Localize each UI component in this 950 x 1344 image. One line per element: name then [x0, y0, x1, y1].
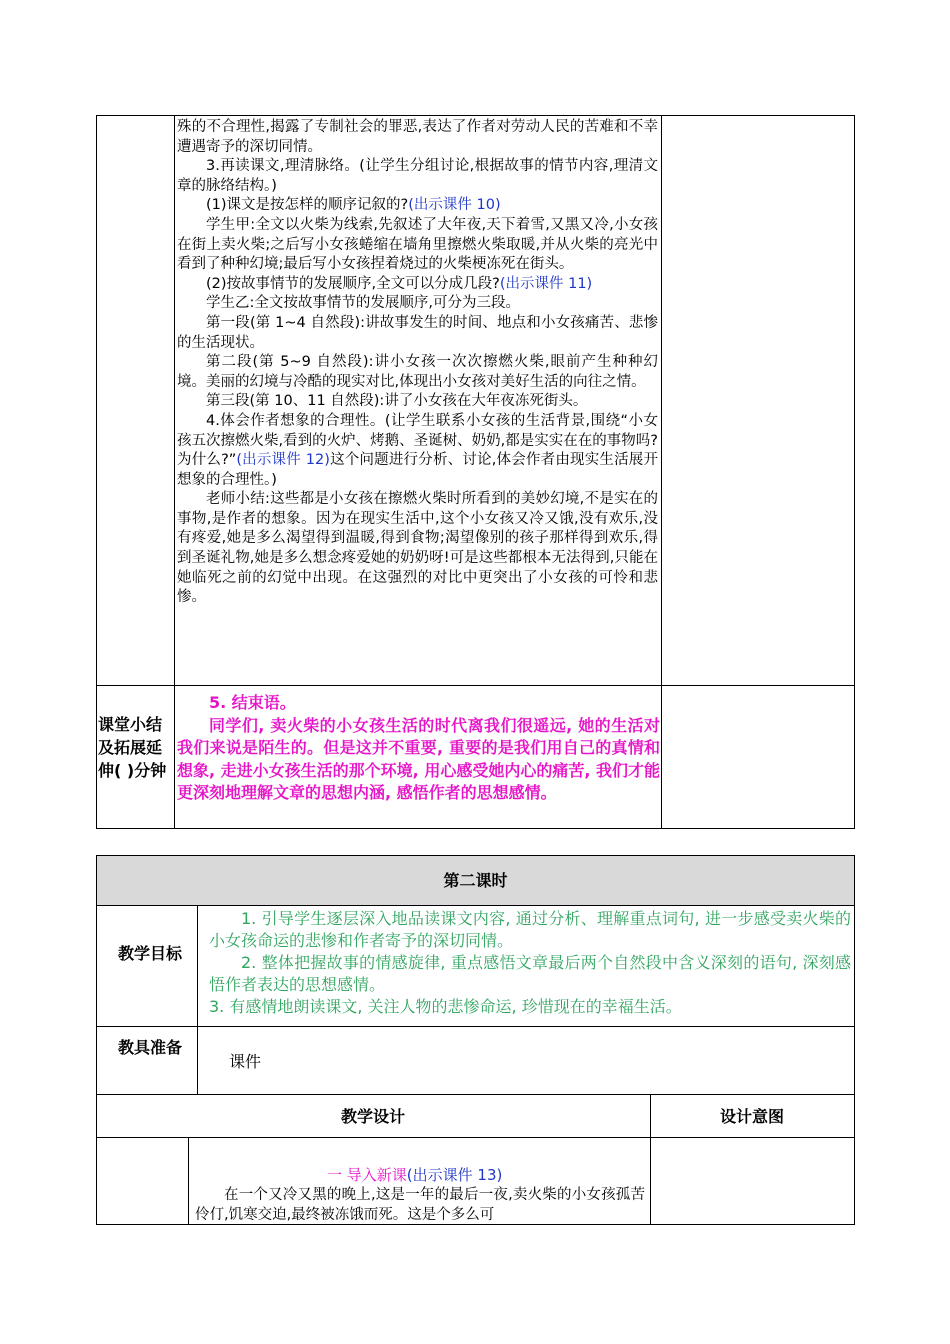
intro-ref: (出示课件 13): [406, 1166, 503, 1184]
paragraph-text: 第二段(第 5~9 自然段):讲小女孩一次次擦燃火柴,眼前产生种种幻境。美丽的幻境与冷酷的现实对比,体现出小女孩对美好生活的向往之情。: [177, 354, 658, 390]
courseware-ref: (出示课件 10): [408, 197, 501, 214]
content-paragraph: [177, 275, 658, 295]
paragraph-text: 殊的不合理性,揭露了专制社会的罪恶,表达了作者对劳动人民的苦难和不幸遭遇寄予的深切同情。: [177, 119, 658, 155]
t2-line-4: [96, 1137, 855, 1138]
summary-label: 课堂小结及拓展延伸( )分钟: [98, 715, 167, 780]
paragraph-text: (1)课文是按怎样的顺序记叙的?: [206, 197, 409, 214]
summary-cell: [177, 692, 660, 805]
table1-col2-border: [661, 115, 662, 829]
t2-label-col: [197, 905, 198, 1094]
table1-col1-border: [174, 115, 175, 829]
table1-bottom-border: [96, 828, 855, 829]
content-paragraph: [177, 196, 658, 216]
t2-intro-col: [188, 1137, 189, 1225]
table1-mid-border: [96, 685, 855, 686]
t2-left-border: [96, 855, 97, 1225]
courseware-ref: (出示课件 11): [499, 275, 593, 292]
content-paragraph: [177, 314, 658, 353]
paragraph-text: 4.体会作者想象的合理性。(让学生联系小女孩的生活背景,围绕“小女孩五次擦燃火柴,看到的火炉、烤鹅、圣诞树、奶奶,都是实实在在的事物吗?为什么?”: [177, 412, 658, 469]
summary-text: 同学们, 卖火柴的小女孩生活的时代离我们很遥远, 她的生活对我们来说是陌生的。但是这并不重要, 重要的是我们用自己的真情和想象, 走进小女孩生活的那个环境, 用心感受她内心的痛苦, 我们才能更深刻地理解文章的思想内涵, 感悟作者的思想感情。: [177, 715, 660, 803]
content-paragraph: [177, 157, 658, 196]
tools-label: 教具准备: [117, 1038, 182, 1057]
paragraph-text: 这个问题进行分析、讨论,体会作者由现实生活展开想象的合理性。): [177, 452, 658, 488]
intro-cell: [195, 1165, 645, 1225]
t2-line-1: [96, 905, 855, 906]
t2-right-border: [854, 855, 855, 1225]
t2-line-2: [96, 1026, 855, 1027]
table1-top-border: [96, 115, 855, 116]
intro-text: 在一个又冷又黑的晚上,这是一年的最后一夜,卖火柴的小女孩孤苦伶仃,饥寒交迫,最终被冻饿而死。这是个多么可: [195, 1187, 645, 1223]
tools-value: 课件: [229, 1052, 262, 1071]
paragraph-text: 学生乙:全文按故事情节的发展顺序,可分为三段。: [206, 295, 520, 312]
goals-cell: [209, 908, 851, 1018]
goal-3: 3. 有感情地朗读课文, 关注人物的悲惨命运, 珍惜现在的幸福生活。: [209, 997, 682, 1016]
goals-label: 教学目标: [117, 944, 182, 963]
intro-title-line: [195, 1165, 645, 1185]
paragraph-text: 第三段(第 10、11 自然段):讲了小女孩在大年夜冻死街头。: [206, 393, 588, 410]
paragraph-text: 老师小结:这些都是小女孩在擦燃火柴时所看到的美妙幻境,不是实在的事物,是作者的想象。因为在现实生活中,这个小女孩又冷又饿,没有欢乐,没有疼爱,她是多么渴望得到温暖,得到食物;渴望像别的孩子那样得到欢乐,得到圣诞礼物,她是多么想念疼爱她的奶奶呀!可是这些都根本无法得到,只能在她临死之前的幻觉中出现。在这强烈的对比中更突出了小女孩的可怜和悲惨。: [177, 491, 658, 606]
paragraph-text: 学生甲:全文以火柴为线索,先叙述了大年夜,天下着雪,又黑又冷,小女孩在街上卖火柴;之后写小女孩蜷缩在墙角里擦燃火柴取暖,并从火柴的亮光中看到了种种幻境;最后写小女孩捏着烧过的火柴梗冻死在街头。: [177, 216, 658, 273]
t2-line-0: [96, 855, 855, 856]
goal-1: 1. 引导学生逐层深入地品读课文内容, 通过分析、理解重点词句, 进一步感受卖火柴的小女孩命运的悲惨和作者寄予的深切同情。: [209, 909, 851, 950]
paragraph-text: 3.再读课文,理清脉络。(让学生分组讨论,根据故事的情节内容,理清文章的脉络结构。): [177, 158, 658, 194]
content-paragraph: [177, 216, 658, 275]
content-paragraph: [177, 118, 658, 157]
courseware-ref: (出示课件 12): [236, 452, 330, 469]
paragraph-text: 第一段(第 1~4 自然段):讲故事发生的时间、地点和小女孩痛苦、悲惨的生活现状。: [177, 314, 658, 351]
content-paragraph: [177, 294, 658, 314]
intro-title: 一 导入新课: [327, 1166, 407, 1184]
content-paragraph: [177, 392, 658, 412]
intent-header: 设计意图: [719, 1107, 784, 1126]
design-header: 教学设计: [340, 1107, 405, 1126]
table1-right-border: [854, 115, 855, 829]
table-lesson-two: [0, 850, 950, 1230]
paragraph-text: (2)按故事情节的发展顺序,全文可以分成几段?: [206, 275, 500, 292]
content-paragraph: [177, 412, 658, 490]
content-paragraph: [177, 490, 658, 608]
t2-line-3: [96, 1094, 855, 1095]
lesson-content-cell: [177, 118, 658, 683]
lesson-two-title: 第二课时: [443, 871, 508, 890]
content-paragraph: [177, 353, 658, 392]
goal-2: 2. 整体把握故事的情感旋律, 重点感悟文章最后两个自然段中含义深刻的语句, 深刻感悟作者表达的思想感情。: [209, 953, 851, 994]
table1-left-border: [96, 115, 97, 829]
summary-heading: 5. 结束语。: [209, 693, 296, 712]
